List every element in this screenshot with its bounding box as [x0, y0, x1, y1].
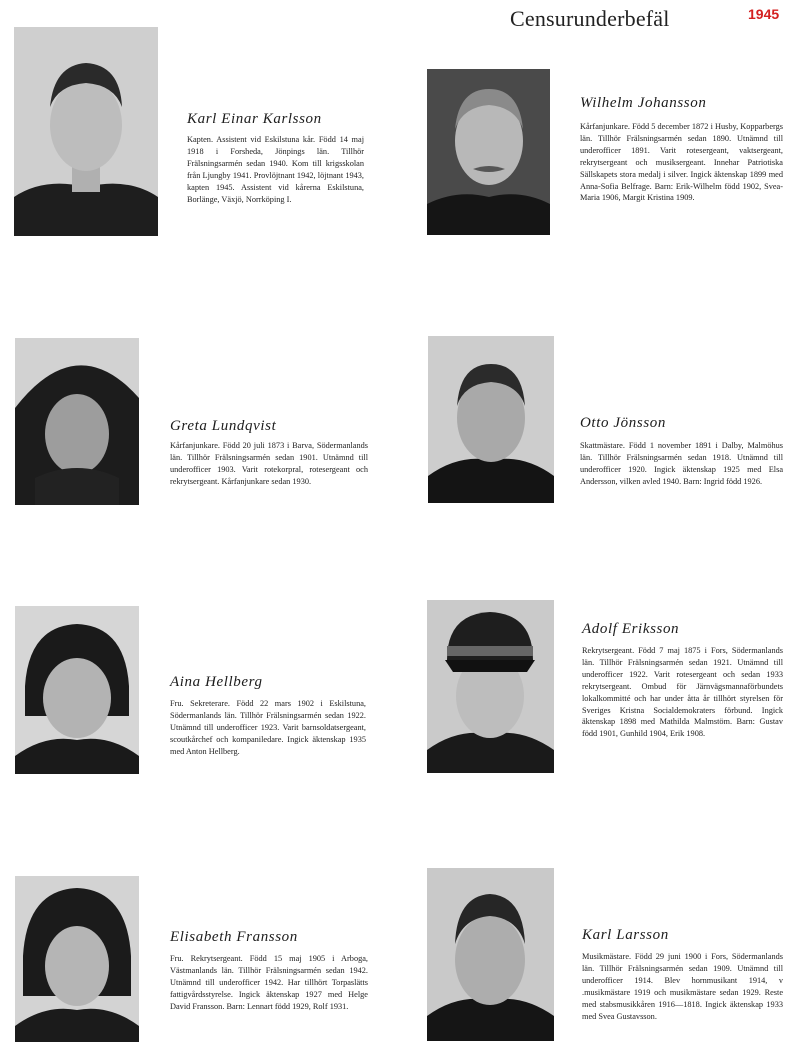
person-bio: Skattmästare. Född 1 november 1891 i Dalby, Malmöhus län. Tillhör Frälsningsarmén sedan 1918. Utnämnd till underofficer 1920. Ingick äktenskap 1925 med Elsa Andersson, vilken avled 1940. Barn: Ingrid född 1926. — [580, 441, 783, 486]
portrait-photo — [15, 338, 139, 505]
person-name: Greta Lundqvist — [170, 418, 277, 434]
portrait-photo — [15, 876, 139, 1042]
person-name: Wilhelm Johansson — [580, 95, 707, 111]
portrait-photo — [14, 27, 158, 236]
person-name: Elisabeth Fransson — [170, 929, 298, 945]
person-bio: Musikmästare. Född 29 juni 1900 i Fors, Södermanlands län. Tillhör Frälsningsarmén sedan 1909. Utnämnd till underofficer 1914. Blev hornmusikant 1914, v .musikmästare 1919 och musikmästare sedan 1929. Reste med stabsmusikkåren 1916—1818. Ingick äktenskap 1933 med Svea Gustavsson. — [582, 952, 783, 1021]
person-bio: Fru. Rekrytsergeant. Född 15 maj 1905 i Arboga, Västmanlands län. Tillhör Frälsningsarmén sedan 1942. Utnämnd till underofficer 1942. Har tillhört Torpaslätts fattigvårdsstyrelse. Ingick äktenskap 1927 med Helge David Fransson. Barn: Lennart född 1929, Rolf 1931. — [170, 954, 368, 1011]
person-name: Aina Hellberg — [170, 674, 263, 690]
portrait-photo — [427, 868, 554, 1041]
portrait-photo — [427, 69, 550, 235]
page-year: 1945 — [748, 6, 780, 22]
page-title: Censurunderbefäl — [510, 6, 670, 31]
person-bio: Kapten. Assistent vid Eskilstuna kår. Född 14 maj 1918 i Forsheda, Jönpings län. Tillhör Frälsningsarmén sedan 1940. Kom till krigsskolan från Ljungby 1941. Provlöjtnant 1942, löjtnant 1943, kapten 1945. Assistent vid kårerna Eskilstuna, Borlänge, Växjö, Norrköping I. — [187, 135, 364, 204]
person-bio: Kårfanjunkare. Född 20 juli 1873 i Barva, Södermanlands län. Tillhör Frälsningsarmén sedan 1901. Utnämnd till underofficer 1903. Varit rotekorpral, rotesergeant och rekrytsergeant. Kårfanjunkare sedan 1930. — [170, 441, 368, 486]
person-bio: Fru. Sekreterare. Född 22 mars 1902 i Eskilstuna, Södermanlands län. Tillhör Frälsningsarmén sedan 1922. Utnämnd till underofficer 1923. Varit barnsoldatsergeant, scoutkårchef och kompaniledare. Ingick äktenskap 1935 med Anton Hellberg. — [170, 699, 366, 756]
portrait-photo — [15, 606, 139, 774]
person-name: Otto Jönsson — [580, 415, 666, 431]
person-bio: Kårfanjunkare. Född 5 december 1872 i Husby, Kopparbergs län. Tillhör Frälsningsarmén sedan 1890. Utnämnd till underofficer 1891. Varit rotesergeant, vaktsergeant, rekrytsergeant och musiksergeant. Innehar Patriotiska Sällskapets stora medalj i silver. Ingick äktenskap 1899 med Anna-Sofia Belfrage. Barn: Erik-Wilhelm född 1902, Svea-Maria 1906, Margit Kristina 1909. — [580, 122, 783, 203]
portrait-photo — [428, 336, 554, 503]
portrait-photo — [427, 600, 554, 773]
person-name: Adolf Eriksson — [582, 621, 680, 637]
person-bio: Rekrytsergeant. Född 7 maj 1875 i Fors, Södermanlands län. Tillhör Frälsningsarmén sedan 1921. Utnämnd till underofficer 1922. Varit rotesergeant och sedan 1933 rekrytsergeant. Ombud för Järnvägsmannaförbundets lokalkommitté och har under åtta år tillhört styrelsen för Sveriges Kristna Socialdemokraters förbund. Ingick äktenskap 1898 med Mathilda Malmstöm. Barn: Gustav född 1901, Gunhild 1904, Erik 1908. — [582, 646, 783, 739]
person-name: Karl Larsson — [582, 927, 669, 943]
person-name: Karl Einar Karlsson — [187, 111, 322, 127]
